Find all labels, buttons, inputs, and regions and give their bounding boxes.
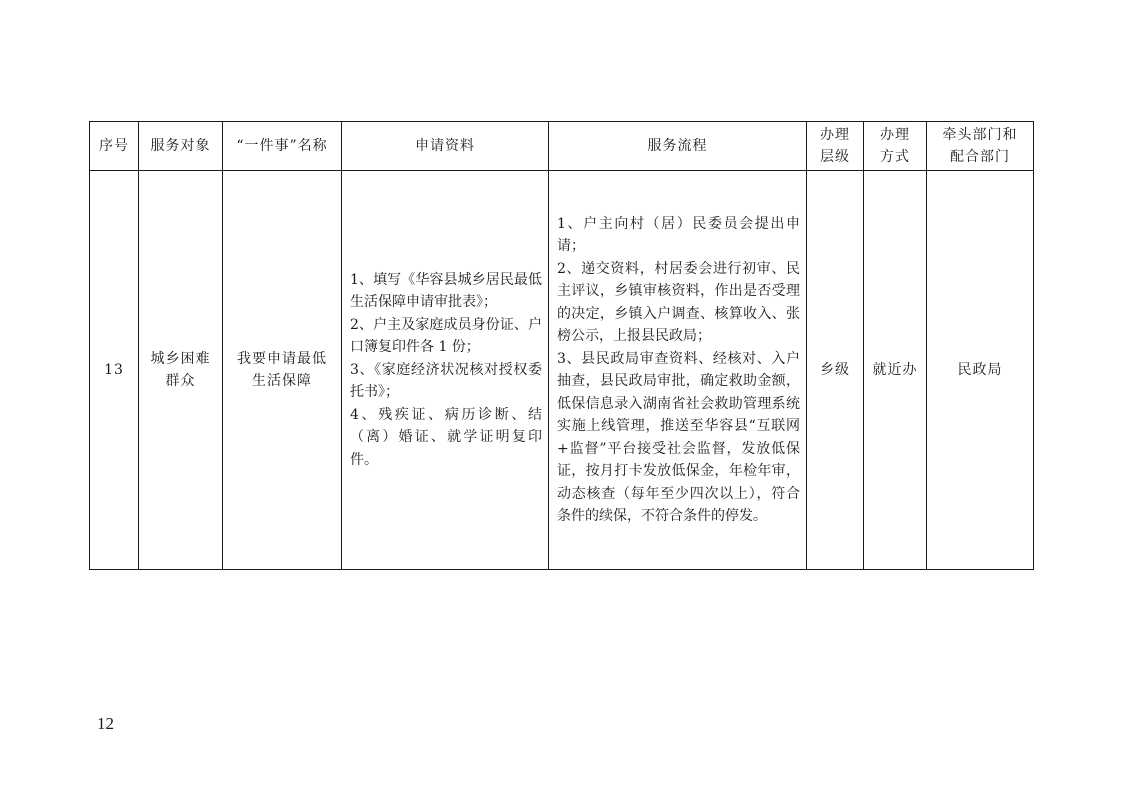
materials-item: 4、残疾证、病历诊断、结（离）婚证、就学证明复印件。 <box>350 406 542 468</box>
cell-handling-level: 乡级 <box>807 171 864 570</box>
header-handling-method-line1: 办理 <box>880 127 910 143</box>
process-step: 2、递交资料，村居委会进行初审、民主评议，乡镇审核资料，作出是否受理的决定，乡镇入户调查、核算收入、张榜公示，上报县民政局； <box>557 260 800 344</box>
header-handling-level-line2: 层级 <box>820 149 850 165</box>
process-step: 1、户主向村（居）民委员会提出申请； <box>557 215 800 254</box>
header-service-process: 服务流程 <box>549 122 807 171</box>
cell-matter-name-line2: 生活保障 <box>252 373 312 389</box>
header-departments-line2: 配合部门 <box>950 149 1010 165</box>
cell-matter-name <box>223 171 342 570</box>
table-row <box>90 171 1034 570</box>
header-departments-line1: 牵头部门和 <box>942 127 1018 143</box>
cell-service-target-line1: 城乡困难 <box>150 351 211 367</box>
materials-item: 3、《家庭经济状况核对授权委托书》； <box>350 361 542 401</box>
cell-service-target-line2: 群众 <box>165 373 196 389</box>
service-table <box>89 121 1034 570</box>
header-handling-method <box>864 122 927 171</box>
cell-matter-name-line1: 我要申请最低 <box>237 351 327 367</box>
process-list <box>549 213 806 528</box>
process-step: 3、县民政局审查资料、经核对、入户抽查，县民政局审批，确定救助金额，低保信息录入湖南省社会救助管理系统实施上线管理，推送至华容县“互联网+监督”平台接受社会监督，发放低保证，按月打卡发放低保金，年检年审，动态核查（每年至少四次以上），符合条件的续保，不符合条件的停发。 <box>557 350 800 524</box>
header-handling-level-line1: 办理 <box>820 127 850 143</box>
materials-list <box>342 269 548 472</box>
header-handling-level <box>807 122 864 171</box>
table-header-row <box>90 122 1034 171</box>
header-handling-method-line2: 方式 <box>880 149 910 165</box>
header-matter-name: “一件事”名称 <box>223 122 342 171</box>
header-service-target: 服务对象 <box>139 122 223 171</box>
cell-application-materials <box>342 171 549 570</box>
cell-seq: 13 <box>90 171 139 570</box>
header-departments <box>927 122 1034 171</box>
cell-service-process <box>549 171 807 570</box>
header-application-materials: 申请资料 <box>342 122 549 171</box>
header-seq: 序号 <box>90 122 139 171</box>
cell-service-target <box>139 171 223 570</box>
cell-handling-method: 就近办 <box>864 171 927 570</box>
cell-departments: 民政局 <box>927 171 1034 570</box>
materials-item: 2、户主及家庭成员身份证、户口簿复印件各 1 份； <box>350 316 542 356</box>
page-number: 12 <box>97 714 114 733</box>
materials-item: 1、填写《华容县城乡居民最低生活保障申请审批表》； <box>350 271 542 311</box>
